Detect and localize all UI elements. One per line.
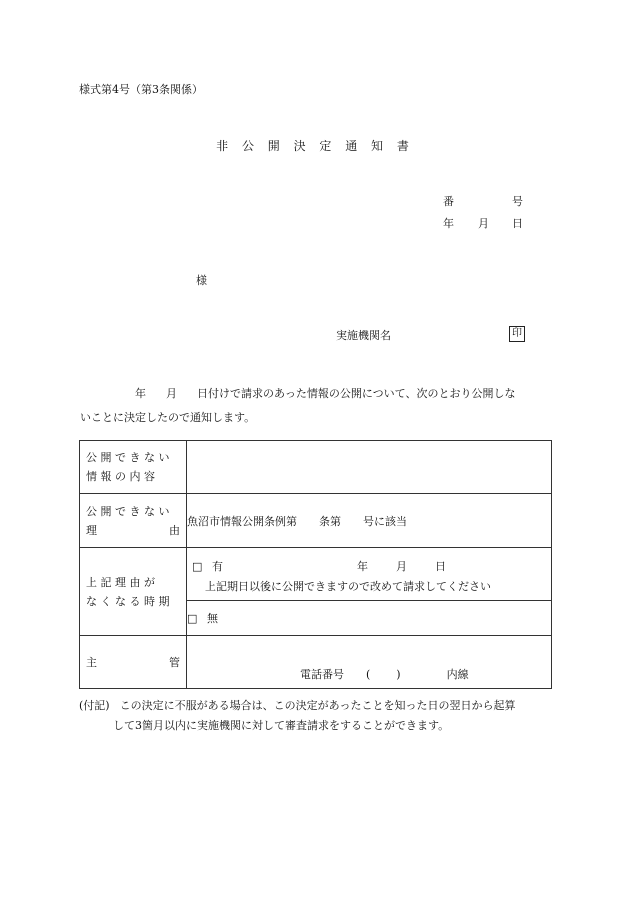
table-row (80, 636, 552, 689)
value-department (187, 636, 552, 689)
label-reason-end-date: 上 記 理 由 が な く な る 時 期 (80, 548, 187, 636)
value-reason: 魚沼市情報公開条例第 条第 号に該当 (187, 494, 552, 548)
option-yes-cell (187, 548, 552, 601)
phone-open-paren: ( (366, 668, 371, 681)
agency-name-label: 実施機関名 (336, 329, 391, 342)
option-yes-label: 有 (212, 560, 223, 573)
date-day-label: 日 (512, 217, 523, 230)
label-department: 主 管 (80, 636, 187, 689)
checkbox-yes[interactable]: □ (192, 560, 203, 573)
label-reason: 公 開 で き な い 理 由 (80, 494, 187, 548)
phone-label: 電話番号 (300, 668, 344, 681)
table-row (80, 494, 552, 548)
note-line2: して3箇月以内に実施機関に対して審査請求をすることができます。 (113, 719, 450, 732)
body-year: 年 (135, 387, 146, 400)
body-month: 月 (166, 387, 177, 400)
addressee-honorific: 様 (196, 274, 207, 287)
body-text-line2: いことに決定したので通知します。 (80, 411, 256, 424)
date-year-label: 年 (443, 217, 454, 230)
option-no-label: 無 (207, 612, 218, 625)
number-label: 番 (443, 195, 454, 208)
decision-table (79, 440, 552, 689)
document-title: 非 公 開 決 定 通 知 書 (216, 139, 414, 153)
checkbox-no[interactable]: □ (187, 612, 198, 625)
option-yes-month: 月 (396, 560, 407, 573)
date-month-label: 月 (478, 217, 489, 230)
seal-stamp: 印 (509, 326, 525, 342)
extension-label: 内線 (446, 668, 469, 681)
phone-close-paren: ) (396, 668, 401, 681)
body-text-line1 (80, 385, 515, 401)
table-row (80, 441, 552, 494)
option-no-cell (187, 601, 552, 636)
table-row (80, 548, 552, 601)
label-info-content: 公 開 で き な い 情 報 の 内 容 (80, 441, 187, 494)
note-prefix: (付記) (79, 699, 110, 712)
option-yes-note: 上記期日以後に公開できますので改めて請求してください (205, 580, 491, 593)
note-text-1: この決定に不服がある場合は、この決定があったことを知った日の翌日から起算 (119, 699, 516, 712)
form-number: 様式第4号（第3条関係） (79, 83, 203, 96)
option-yes-year: 年 (357, 560, 368, 573)
body-text: 日付けで請求のあった情報の公開について、次のとおり公開しな (197, 387, 516, 400)
option-yes-day: 日 (435, 560, 446, 573)
number-suffix: 号 (512, 195, 523, 208)
value-info-content[interactable] (187, 441, 552, 494)
note-line1 (79, 697, 515, 713)
